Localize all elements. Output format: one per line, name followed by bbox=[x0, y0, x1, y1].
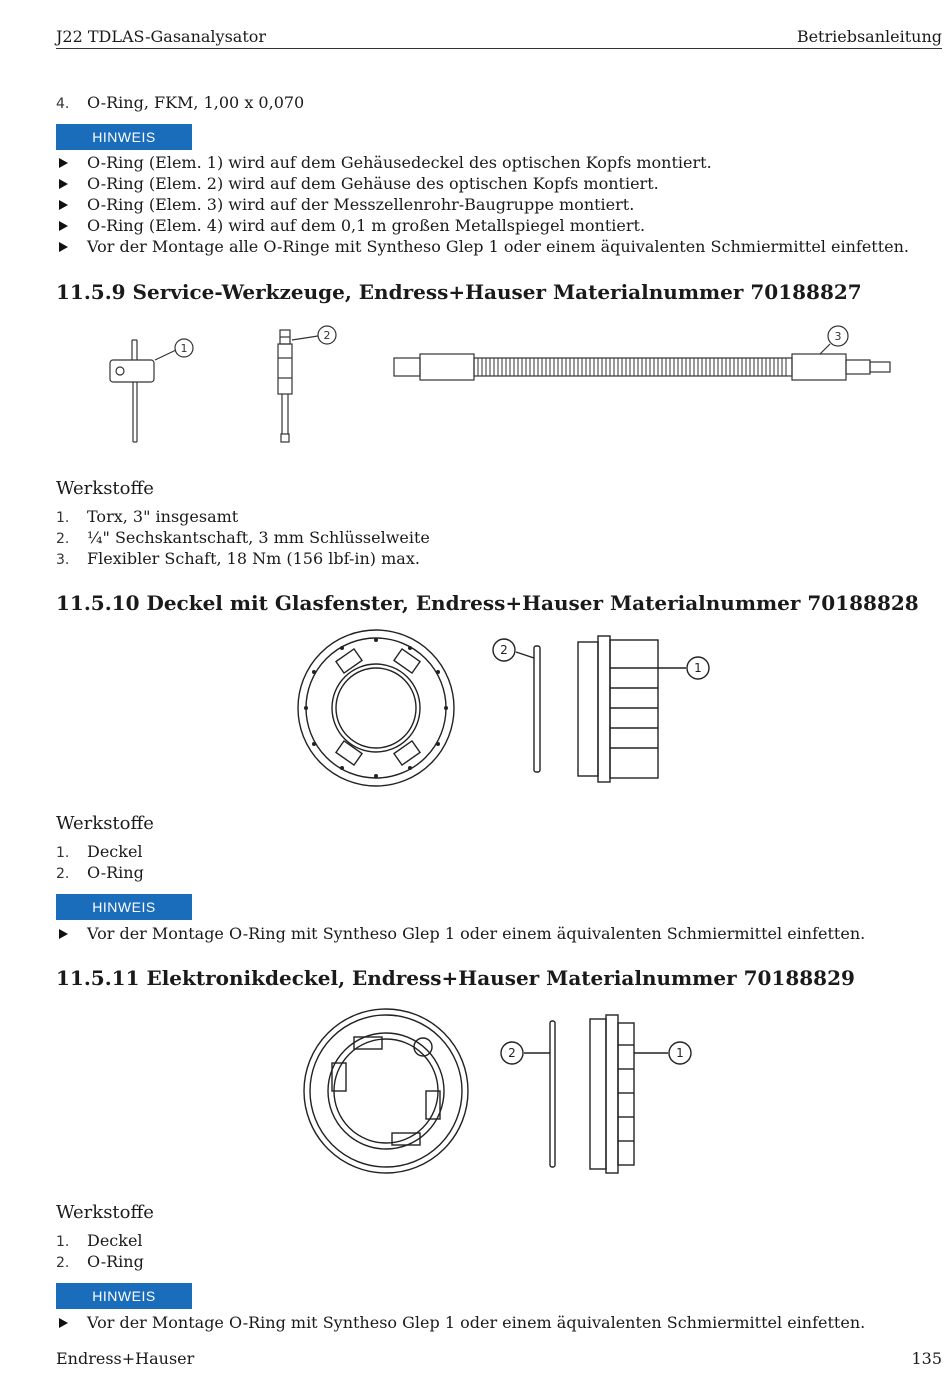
bullet-icon bbox=[59, 221, 68, 231]
notice-item: O-Ring (Elem. 3) wird auf der Messzellenrohr-Baugruppe montiert. bbox=[87, 195, 635, 214]
materials-heading: Werkstoffe bbox=[56, 478, 154, 499]
header-divider bbox=[56, 48, 942, 49]
notice-item: Vor der Montage alle O-Ringe mit Syntheso Glep 1 oder einem äquivalenten Schmiermittel einfetten. bbox=[87, 237, 909, 256]
electronics-cover-figure bbox=[296, 1005, 706, 1175]
material-item: ¼" Sechskantschaft, 3 mm Schlüsselweite bbox=[87, 528, 430, 547]
bullet-icon bbox=[59, 1318, 68, 1328]
notice-item: Vor der Montage O-Ring mit Syntheso Glep 1 oder einem äquivalenten Schmiermittel einfetten. bbox=[87, 924, 866, 943]
section-heading: 11.5.10 Deckel mit Glasfenster, Endress+Hauser Materialnummer 70188828 bbox=[56, 591, 919, 615]
callout-1: 1 bbox=[694, 661, 702, 675]
material-item: Deckel bbox=[87, 842, 143, 861]
list-number: 1. bbox=[56, 845, 70, 861]
materials-heading: Werkstoffe bbox=[56, 1202, 154, 1223]
notice-badge: HINWEIS bbox=[56, 894, 192, 920]
bullet-icon bbox=[59, 929, 68, 939]
list-number: 1. bbox=[56, 510, 70, 526]
list-number: 4. bbox=[56, 96, 70, 112]
bullet-icon bbox=[59, 242, 68, 252]
list-item: O-Ring, FKM, 1,00 x 0,070 bbox=[87, 93, 305, 112]
callout-1: 1 bbox=[676, 1046, 684, 1060]
notice-badge: HINWEIS bbox=[56, 1283, 192, 1309]
footer-brand: Endress+Hauser bbox=[56, 1349, 195, 1368]
bullet-icon bbox=[59, 179, 68, 189]
window-cover-figure bbox=[290, 628, 730, 790]
list-number: 2. bbox=[56, 531, 70, 547]
callout-2: 2 bbox=[508, 1046, 516, 1060]
list-number: 2. bbox=[56, 1255, 70, 1271]
material-item: Torx, 3" insgesamt bbox=[87, 507, 239, 526]
material-item: O-Ring bbox=[87, 1252, 144, 1271]
notice-item: O-Ring (Elem. 4) wird auf dem 0,1 m großen Metallspiegel montiert. bbox=[87, 216, 646, 235]
section-heading: 11.5.11 Elektronikdeckel, Endress+Hauser Materialnummer 70188829 bbox=[56, 966, 855, 990]
notice-item: Vor der Montage O-Ring mit Syntheso Glep 1 oder einem äquivalenten Schmiermittel einfetten. bbox=[87, 1313, 866, 1332]
callout-3: 3 bbox=[834, 330, 842, 343]
material-item: O-Ring bbox=[87, 863, 144, 882]
materials-heading: Werkstoffe bbox=[56, 813, 154, 834]
notice-item: O-Ring (Elem. 1) wird auf dem Gehäusedeckel des optischen Kopfs montiert. bbox=[87, 153, 712, 172]
section-heading: 11.5.9 Service-Werkzeuge, Endress+Hauser Materialnummer 70188827 bbox=[56, 280, 862, 304]
list-number: 2. bbox=[56, 866, 70, 882]
list-number: 1. bbox=[56, 1234, 70, 1250]
material-item: Flexibler Schaft, 18 Nm (156 lbf-in) max. bbox=[87, 549, 420, 568]
notice-badge: HINWEIS bbox=[56, 124, 192, 150]
notice-item: O-Ring (Elem. 2) wird auf dem Gehäuse des optischen Kopfs montiert. bbox=[87, 174, 659, 193]
page-number: 135 bbox=[911, 1349, 942, 1368]
material-item: Deckel bbox=[87, 1231, 143, 1250]
document-type: Betriebsanleitung bbox=[796, 27, 942, 46]
document-title: J22 TDLAS-Gasanalysator bbox=[56, 27, 267, 46]
bullet-icon bbox=[59, 158, 68, 168]
callout-2: 2 bbox=[323, 329, 331, 342]
callout-2: 2 bbox=[500, 643, 508, 657]
list-number: 3. bbox=[56, 552, 70, 568]
service-tools-figure bbox=[80, 318, 910, 453]
callout-1: 1 bbox=[180, 342, 188, 355]
bullet-icon bbox=[59, 200, 68, 210]
